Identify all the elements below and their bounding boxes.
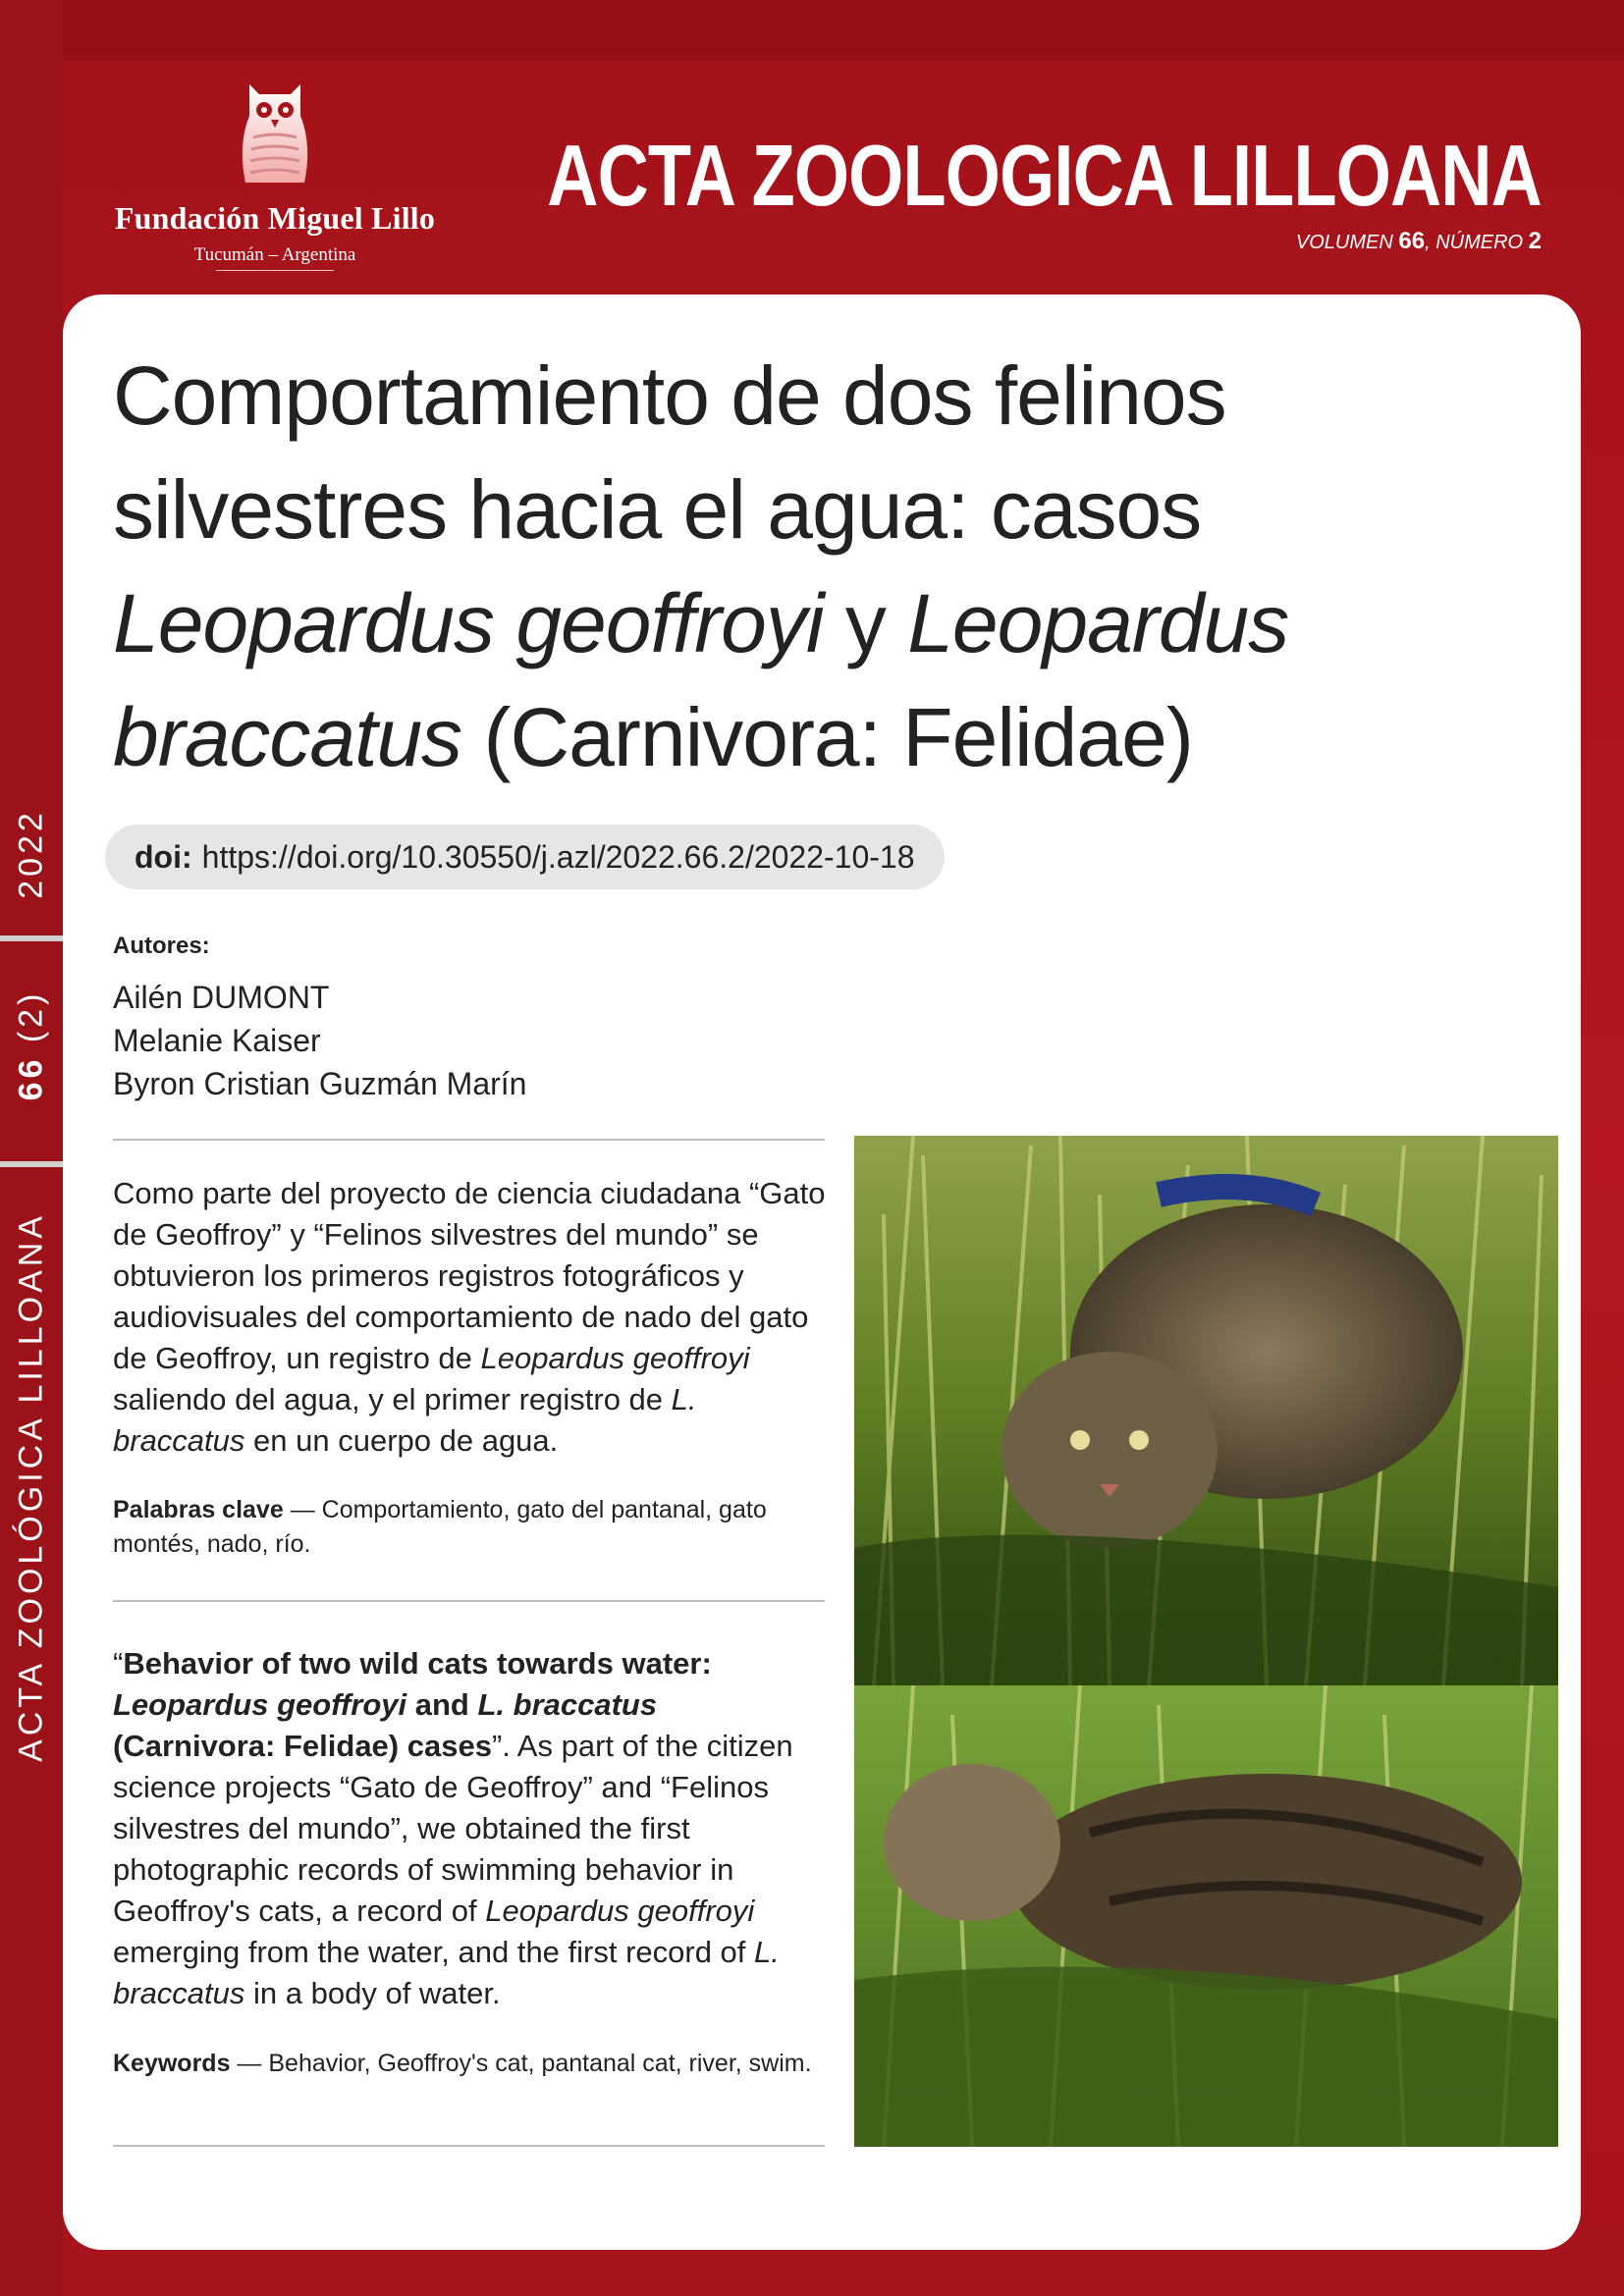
species-name: L. braccatus [113,1935,780,2010]
spine-separator [0,1161,63,1167]
article-title [113,339,1488,794]
species-name: Leopardus geoffroyi [485,1894,755,1928]
foundation-location: Tucumán – Argentina [193,244,356,265]
abstract-en-text: in a body of water. [244,1976,501,2010]
abstract-es-text: Como parte del proyecto de ciencia ciudadana “Gato de Geoffroy” y “Felinos silvestres del mundo” se obtuvieron los primeros registros fotográficos y audiovisuales del comportamiento de nado del gato de Geoffroy, un registro de [113,1176,826,1375]
abstract-es-text: saliendo del agua, y el primer registro de [113,1382,672,1416]
foundation-name: Fundación Miguel Lillo [114,200,436,236]
photo-leopardus-braccatus [854,1685,1558,2147]
abstract-en-text: As part of the citizen science projects “Gato de Geoffroy” and “Felinos silvestres del mundo”, we obtained the first photographic records of swimming behavior in Geoffroy's cats, a record of [113,1729,793,1928]
top-band [0,0,1624,61]
number-label: NÚMERO [1435,232,1524,253]
owl-logo-icon [236,77,314,194]
doi-link[interactable]: https://doi.org/10.30550/j.azl/2022.66.2/2022-10-18 [201,839,915,875]
spine-volume: 66 [12,1055,50,1101]
foundation-logo[interactable] [98,77,452,273]
abstract-english [113,1643,830,2014]
author-name: Byron Cristian Guzmán Marín [113,1066,527,1101]
species-name: Leopardus geoffroyi [480,1341,750,1375]
divider [113,1139,825,1141]
spine-issue-box [14,952,49,1139]
title-line-1: Comportamiento de dos felinos [113,349,1226,442]
volume-label: VOLUMEN [1295,232,1393,253]
spine-journal-box [14,1202,49,1772]
abstract-en-text: emerging from the water, and the first record of [113,1935,755,1969]
spine-separator [0,935,63,941]
doi-pill[interactable] [105,825,945,889]
abstract-spanish [113,1173,830,1462]
doi-label: doi: [135,839,192,875]
keywords-english [113,2047,830,2081]
keywords-spanish [113,1493,830,1562]
keywords-es-label: Palabras clave [113,1496,284,1523]
title-species-2: braccatus [113,691,462,783]
abstract-en-title: and [406,1687,478,1722]
quote-mark: “ [113,1646,124,1681]
spine-year-box [14,775,49,933]
photo-leopardus-geoffroyi [854,1136,1558,1685]
author-name: Melanie Kaiser [113,1023,321,1058]
title-and: y [823,577,908,669]
journal-title: ACTA ZOOLOGICA LILLOANA [547,127,1542,224]
title-line-2: silvestres hacia el agua: casos [113,463,1202,556]
quote-mark: ”. [491,1729,511,1763]
title-end: (Carnivora: Felidae) [461,691,1193,783]
species-name: Leopardus geoffroyi [113,1687,407,1722]
spine-journal: ACTA ZOOLÓGICA LILLOANA [12,1212,50,1762]
abstract-en-title: (Carnivora: Felidae) cases [113,1729,492,1763]
keywords-en-label: Keywords [113,2050,231,2077]
author-name: Ailén DUMONT [113,980,330,1015]
divider [113,2145,825,2147]
species-name: L. braccatus [477,1687,658,1722]
divider [113,1600,825,1602]
authors-label: Autores: [113,933,210,959]
spine-issue [13,990,51,1101]
number-value: 2 [1528,228,1542,254]
keywords-en-list: — Behavior, Geoffroy's cat, pantanal cat, river, swim. [230,2050,812,2077]
abstract-en-title: Behavior of two wild cats towards water: [123,1646,712,1681]
title-genus-2: Leopardus [907,577,1289,669]
spine-issue-label: (2) [12,989,50,1043]
title-species-1: Leopardus geoffroyi [113,577,824,669]
logo-divider [216,270,334,271]
spine-year: 2022 [12,809,50,899]
volume-number: 66 [1398,228,1426,254]
volume-info: VOLUMEN 66, NÚMERO 2 [1295,228,1542,254]
side-strip [0,0,63,2296]
species-name: L. braccatus [113,1382,697,1458]
keywords-es-list: — Comportamiento, gato del pantanal, gato montés, nado, río. [113,1496,767,1558]
abstract-es-text: en un cuerpo de agua. [244,1423,559,1458]
